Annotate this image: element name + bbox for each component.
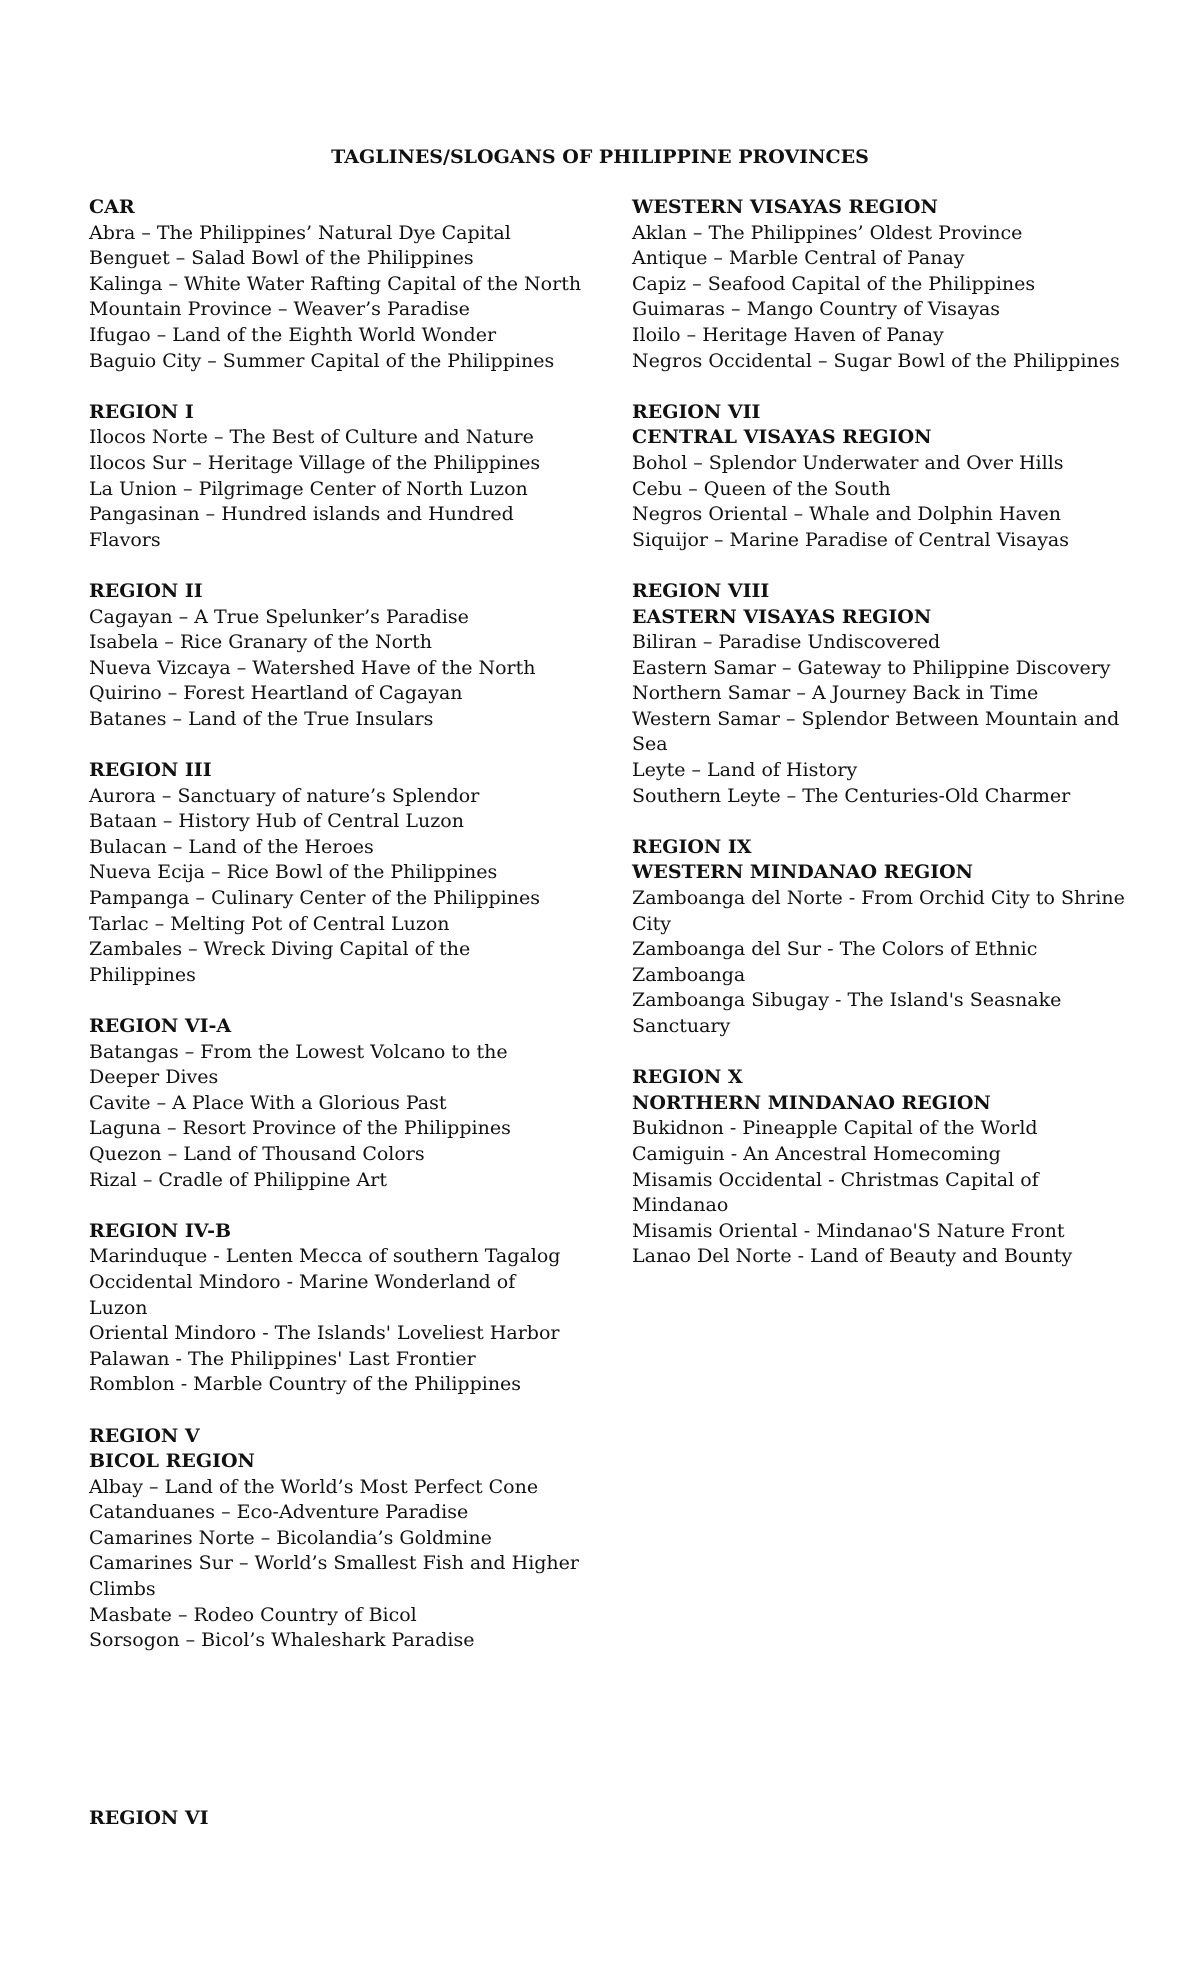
province-tagline: Ifugao – Land of the Eighth World Wonder [89,323,497,346]
region-block [89,195,582,374]
province-tagline: Palawan - The Philippines' Last Frontier [89,1347,476,1370]
region-block [89,1219,569,1398]
province-tagline: City [632,912,671,935]
province-tagline: Northern Samar – A Journey Back in Time [632,682,1039,705]
region-block [89,579,569,733]
region-block [89,1424,579,1654]
province-tagline: Kalinga – White Water Rafting Capital of the North [89,272,582,295]
region-block [632,195,1132,374]
province-tagline: Zamboanga del Norte - From Orchid City to Shrine [632,887,1125,910]
province-tagline: Sorsogon – Bicol’s Whaleshark Paradise [89,1629,475,1652]
province-tagline: Cebu – Queen of the South [632,477,891,500]
province-tagline: Capiz – Seafood Capital of the Philippines [632,272,1036,295]
province-tagline: Luzon [89,1296,148,1319]
province-tagline: Bataan – History Hub of Central Luzon [89,810,464,833]
province-tagline: Sanctuary [632,1015,731,1037]
right-column [632,195,1132,1296]
province-tagline: Climbs [89,1578,156,1601]
province-tagline: Antique – Marble Central of Panay [632,247,965,270]
province-tagline: Baguio City – Summer Capital of the Philippines [89,349,555,372]
region-heading: REGION I [89,400,194,423]
province-tagline: Bulacan – Land of the Heroes [89,835,374,858]
region-heading: REGION VI-A [89,1015,232,1037]
province-tagline: Leyte – Land of History [632,759,858,782]
province-tagline: Misamis Occidental - Christmas Capital of [632,1168,1039,1191]
province-tagline: Laguna – Resort Province of the Philippines [89,1117,511,1140]
region-heading: REGION X [632,1066,743,1089]
province-tagline: Quezon – Land of Thousand Colors [89,1142,425,1165]
region-heading: WESTERN VISAYAS REGION [632,196,938,218]
region-heading: REGION V [89,1424,200,1447]
province-tagline: Zamboanga Sibugay - The Island's Seasnake [632,989,1062,1012]
province-tagline: Batangas – From the Lowest Volcano to the [89,1040,508,1063]
region-vi-heading: REGION VI [89,1807,209,1829]
region-block [89,758,569,988]
province-tagline: Pangasinan – Hundred islands and Hundred [89,503,514,526]
province-tagline: Rizal – Cradle of Philippine Art [89,1168,387,1191]
province-tagline: Masbate – Rodeo Country of Bicol [89,1603,417,1626]
province-tagline: Marinduque - Lenten Mecca of southern Tagalog [89,1245,561,1268]
province-tagline: Ilocos Norte – The Best of Culture and Nature [89,426,534,449]
province-tagline: Isabela – Rice Granary of the North [89,631,432,654]
province-tagline: Mountain Province – Weaver’s Paradise [89,298,470,321]
province-tagline: Oriental Mindoro - The Islands' Loveliest Harbor [89,1322,560,1345]
region-heading: REGION III [89,759,212,782]
region-heading: BICOL REGION [89,1450,255,1473]
province-tagline: Pampanga – Culinary Center of the Philippines [89,887,540,910]
document-title: TAGLINES/SLOGANS OF PHILIPPINE PROVINCES [331,146,869,168]
region-heading: NORTHERN MINDANAO REGION [632,1091,991,1114]
left-column [89,195,582,1679]
province-tagline: Philippines [89,963,196,986]
province-tagline: Camiguin - An Ancestral Homecoming [632,1142,1001,1165]
province-tagline: Benguet – Salad Bowl of the Philippines [89,247,474,270]
province-tagline: Zambales – Wreck Diving Capital of the [89,938,471,961]
province-tagline: Tarlac – Melting Pot of Central Luzon [89,912,450,935]
province-tagline: Iloilo – Heritage Haven of Panay [632,323,944,346]
province-tagline: Abra – The Philippines’ Natural Dye Capital [89,221,511,244]
region-block [89,400,569,554]
province-tagline: Nueva Vizcaya – Watershed Have of the North [89,656,536,679]
province-tagline: Zamboanga del Sur - The Colors of Ethnic [632,938,1038,961]
province-tagline: Misamis Oriental - Mindanao'S Nature Front [632,1219,1065,1242]
province-tagline: Negros Oriental – Whale and Dolphin Haven [632,503,1062,526]
province-tagline: Southern Leyte – The Centuries-Old Charmer [632,784,1071,807]
province-tagline: Romblon - Marble Country of the Philippines [89,1373,522,1396]
province-tagline: Aklan – The Philippines’ Oldest Province [632,221,1023,244]
province-tagline: Eastern Samar – Gateway to Philippine Discovery [632,656,1111,679]
region-block [632,579,1132,809]
province-tagline: Nueva Ecija – Rice Bowl of the Philippines [89,861,498,884]
region-heading: REGION IV-B [89,1219,232,1242]
region-heading: EASTERN VISAYAS REGION [632,605,932,628]
province-tagline: Catanduanes – Eco-Adventure Paradise [89,1501,469,1524]
province-tagline: Camarines Sur – World’s Smallest Fish and Higher [89,1552,579,1575]
province-tagline: Occidental Mindoro - Marine Wonderland of [89,1270,516,1293]
region-block [632,1065,1132,1270]
province-tagline: Western Samar – Splendor Between Mountain and [632,707,1120,730]
province-tagline: Deeper Dives [89,1066,219,1089]
province-tagline: Sea [632,733,668,756]
province-tagline: Bohol – Splendor Underwater and Over Hills [632,451,1064,474]
province-tagline: Lanao Del Norte - Land of Beauty and Bounty [632,1245,1073,1268]
region-block [632,835,1132,1040]
region-heading: WESTERN MINDANAO REGION [632,861,974,884]
province-tagline: Cagayan – A True Spelunker’s Paradise [89,605,469,628]
province-tagline: Camarines Norte – Bicolandia’s Goldmine [89,1526,492,1549]
region-heading: CENTRAL VISAYAS REGION [632,426,932,449]
province-tagline: Aurora – Sanctuary of nature’s Splendor [89,784,480,807]
province-tagline: Cavite – A Place With a Glorious Past [89,1091,447,1114]
province-tagline: Biliran – Paradise Undiscovered [632,631,941,654]
province-tagline: Ilocos Sur – Heritage Village of the Philippines [89,451,541,474]
province-tagline: Guimaras – Mango Country of Visayas [632,298,1001,321]
province-tagline: Flavors [89,528,161,551]
province-tagline: Albay – Land of the World’s Most Perfect Cone [89,1475,539,1498]
region-heading: REGION VIII [632,579,770,602]
region-heading: REGION IX [632,835,752,858]
region-heading: CAR [89,196,135,218]
province-tagline: Bukidnon - Pineapple Capital of the World [632,1117,1038,1140]
region-block [632,400,1132,554]
province-tagline: Quirino – Forest Heartland of Cagayan [89,682,463,705]
province-tagline: Mindanao [632,1194,729,1217]
region-block [89,1014,569,1193]
region-heading: REGION VII [632,400,761,423]
province-tagline: La Union – Pilgrimage Center of North Luzon [89,477,528,500]
province-tagline: Negros Occidental – Sugar Bowl of the Philippines [632,349,1120,372]
province-tagline: Zamboanga [632,963,746,986]
province-tagline: Batanes – Land of the True Insulars [89,707,434,730]
province-tagline: Siquijor – Marine Paradise of Central Visayas [632,528,1070,551]
region-heading: REGION II [89,579,203,602]
